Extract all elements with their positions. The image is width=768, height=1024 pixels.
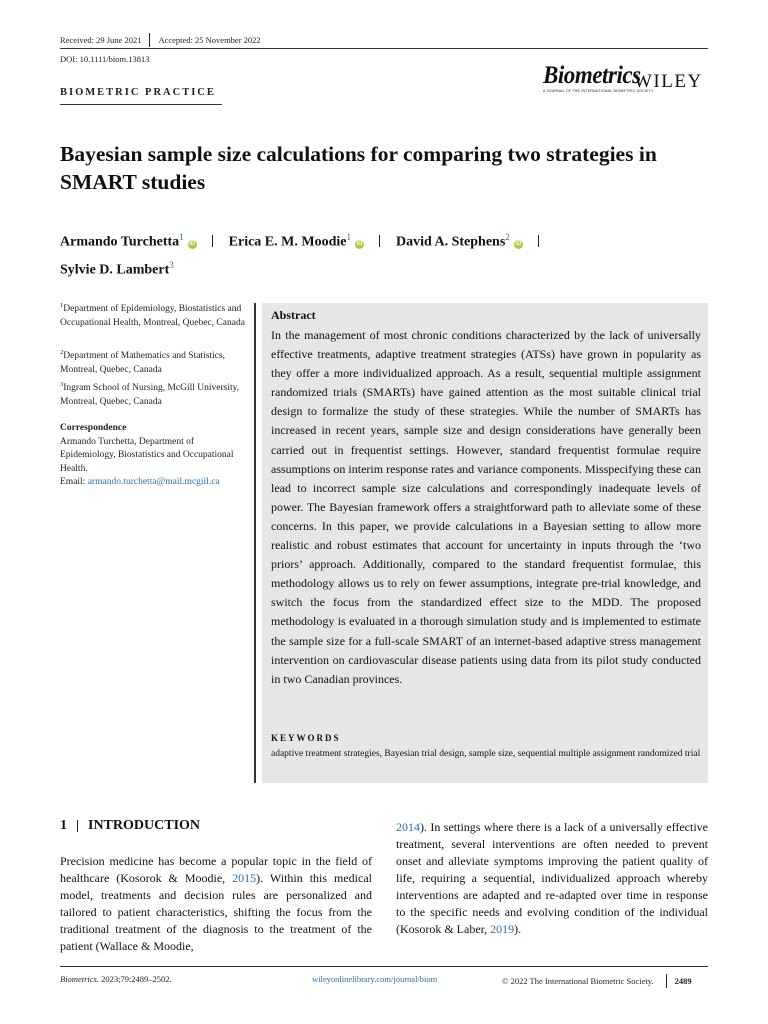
section-title: INTRODUCTION xyxy=(88,818,201,833)
keywords-text: adaptive treatment strategies, Bayesian trial design, sample size, sequential multiple assignment randomized trial xyxy=(271,749,701,759)
footer-separator xyxy=(666,974,667,988)
orcid-icon[interactable]: iD xyxy=(356,240,363,247)
footer-journal-url[interactable]: wileyonlinelibrary.com/journal/biom xyxy=(312,974,438,984)
affiliation xyxy=(60,346,250,377)
received-date: Received: 29 June 2021 xyxy=(60,35,142,45)
footer-rule xyxy=(60,966,708,967)
section-number: 1 xyxy=(60,818,67,833)
intro-text: ). xyxy=(514,922,522,936)
biometrics-wordmark: Biometrics xyxy=(543,62,641,89)
author-name[interactable]: Erica E. M. Moodie xyxy=(228,234,347,250)
correspondence-heading: Correspondence xyxy=(60,423,127,433)
author-separator xyxy=(379,235,380,247)
intro-text: ). In settings where there is a lack of a universally effective treatment, several interventions are often needed to prevent onset and alleviate symptoms improving the patient quality of life, requiring a sequential, individualized approach whereby interventions are adapted and re-adapted over time in response to the specific needs and evolving condition of the individual (Kosorok & Laber, xyxy=(396,820,708,936)
biometrics-logo[interactable] xyxy=(543,62,654,96)
correspondence-email-line xyxy=(60,476,250,490)
affiliation-text: Department of Mathematics and Statistics, Montreal, Quebec, Canada xyxy=(60,351,225,375)
citation-link[interactable]: 2015 xyxy=(232,871,257,885)
affiliation xyxy=(60,378,250,409)
section-heading-introduction xyxy=(60,818,200,834)
page-number: 2489 xyxy=(674,976,692,986)
citation-link[interactable]: 2019 xyxy=(490,922,515,936)
footer-citation xyxy=(60,974,172,984)
intro-text: ). Within this medical model, treatments and decision rules are personalized and tailored to patient characteristics, shifting the focus from the traditional treatment of the diagnosis to the treatment of the patient (Wallace & Moodie, xyxy=(60,871,372,953)
author-separator xyxy=(212,235,213,247)
affiliation-sup: 1 xyxy=(60,302,64,309)
footer-right xyxy=(502,974,692,988)
article-title: Bayesian sample size calculations for comparing two strategies in SMART studies xyxy=(60,142,657,194)
intro-paragraph-left xyxy=(60,853,372,955)
email-link[interactable]: armando.turchetta@mail.mcgill.ca xyxy=(87,477,220,487)
affiliation-text: Department of Epidemiology, Biostatistics and Occupational Health, Montreal, Quebec, Canada xyxy=(60,304,245,328)
wiley-logo[interactable]: WILEY xyxy=(634,71,703,92)
email-label: Email: xyxy=(60,477,86,487)
section-label-rule xyxy=(60,104,222,105)
author-affil-sup[interactable]: 3 xyxy=(169,259,174,270)
author-name[interactable]: Sylvie D. Lambert xyxy=(60,262,170,278)
correspondence xyxy=(60,422,250,490)
footer-journal: Biometrics. xyxy=(60,974,99,984)
affiliation xyxy=(60,299,250,330)
author-name[interactable]: Armando Turchetta xyxy=(60,234,180,250)
affiliation-text: Ingram School of Nursing, McGill University, Montreal, Quebec, Canada xyxy=(60,383,240,407)
orcid-icon[interactable]: iD xyxy=(189,240,196,247)
abstract-heading: Abstract xyxy=(271,308,316,322)
author-affil-sup[interactable]: 1 xyxy=(346,232,351,242)
meta-separator xyxy=(149,33,150,47)
affiliation-sup: 2 xyxy=(60,349,64,356)
section-label: BIOMETRIC PRACTICE xyxy=(60,87,216,98)
author-affil-sup[interactable]: 1 xyxy=(179,232,184,242)
author-separator xyxy=(538,235,539,247)
doi[interactable]: DOI: 10.1111/biom.13813 xyxy=(60,54,150,64)
citation-link[interactable]: 2014 xyxy=(396,820,420,834)
author-affil-sup[interactable]: 2 xyxy=(505,232,510,242)
affiliation-sup: 3 xyxy=(60,381,64,388)
intro-paragraph-right xyxy=(396,819,708,938)
received-accepted-line xyxy=(60,33,261,47)
correspondence-text: Armando Turchetta, Department of Epidemiology, Biostatistics and Occupational Health. xyxy=(60,436,234,474)
keywords-heading: KEYWORDS xyxy=(271,733,341,743)
author-name[interactable]: David A. Stephens xyxy=(395,234,506,250)
abstract-rule xyxy=(254,303,256,783)
abstract-text: In the management of most chronic conditions characterized by the lack of universally effective treatments, adaptive treatment strategies (ATSs) have grown in popularity as they offer a more individualized approach. As a result, sequential multiple assignment randomized trials (SMARTs) have gained attention as the most suitable clinical trial design to formalize the study of these strategies. While the number of SMARTs has increased in recent years, sample size and design considerations have generally been carried out in frequentist settings. However, standard frequentist formulae require assumptions on interim response rates and variance components. Misspecifying these can lead to incorrect sample size calculations and correspondingly inadequate levels of power. The Bayesian framework offers a straightforward path to alleviate some of these concerns. In this paper, we provide calculations in a Bayesian setting to allow more realistic and robust estimates that account for uncertainty in inputs through the ‘two priors’ approach. Additionally, compared to the standard frequentist formulae, this methodology allows us to rely on fewer assumptions, integrate pre-trial knowledge, and switch the focus from the standardized effect size to the MDD. The proposed methodology is evaluated in a thorough simulation study and is implemented to estimate the sample size for a full-scale SMART of an internet-based adaptive stress management intervention on cardiovascular disease patients using data from its pilot study conducted in two Canadian provinces. xyxy=(271,328,701,686)
author-list xyxy=(60,226,700,281)
orcid-icon[interactable]: iD xyxy=(515,240,522,247)
publisher-logos xyxy=(543,64,703,96)
accepted-date: Accepted: 25 November 2022 xyxy=(158,35,261,45)
footer-volume: 2023;79:2489–2502. xyxy=(101,974,172,984)
biometrics-tagline: A JOURNAL OF THE INTERNATIONAL BIOMETRIC SOCIETY xyxy=(543,89,654,93)
top-rule xyxy=(60,48,708,49)
intro-text: Precision medicine has become a popular topic in the field of healthcare (Kosorok & Moodie, xyxy=(60,854,372,885)
section-heading-separator xyxy=(77,820,78,832)
footer-copyright: © 2022 The International Biometric Society. xyxy=(502,976,654,986)
